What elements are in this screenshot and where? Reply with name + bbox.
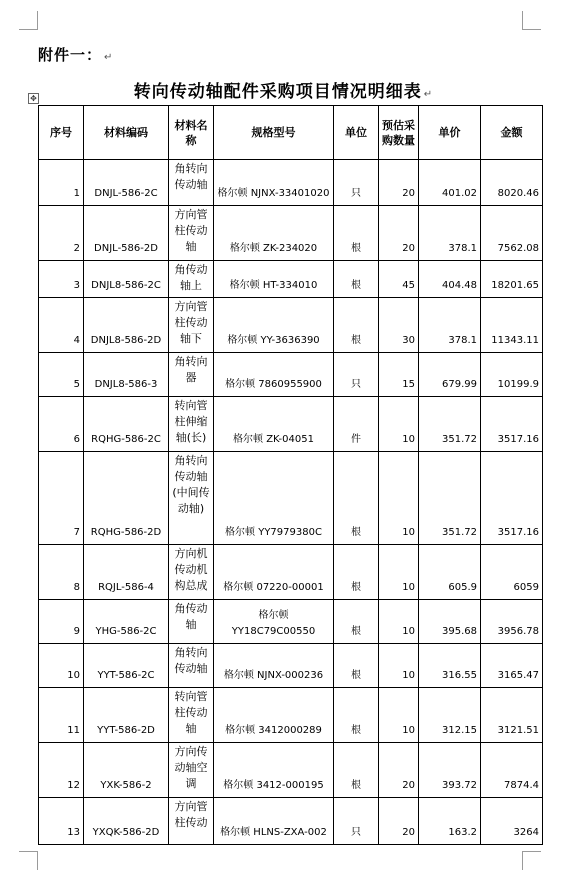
unit-cell[interactable]: 根: [334, 261, 379, 298]
unit-cell[interactable]: 只: [334, 798, 379, 845]
unit-cell[interactable]: 根: [334, 688, 379, 743]
material-name-cell[interactable]: 角转向器: [169, 353, 214, 397]
quantity-cell[interactable]: 10: [379, 397, 419, 452]
unit-cell[interactable]: 只: [334, 353, 379, 397]
header-code: 材料编码: [84, 106, 169, 160]
crop-mark-top-left: [19, 11, 38, 30]
spec-model-cell[interactable]: 格尔顿 YY-3636390: [214, 298, 334, 353]
material-name-cell[interactable]: 转向管柱传动轴: [169, 688, 214, 743]
material-name-cell[interactable]: 方向管柱传动: [169, 798, 214, 845]
spec-model-cell[interactable]: 格尔顿 07220-00001: [214, 545, 334, 600]
page-title: 转向传动轴配件采购项目情况明细表 ↵: [133, 82, 434, 102]
quantity-cell[interactable]: 10: [379, 644, 419, 688]
amount-cell[interactable]: 3121.51: [481, 688, 543, 743]
row-number-cell[interactable]: 3: [39, 261, 84, 298]
unit-cell[interactable]: 根: [334, 298, 379, 353]
spec-model-cell[interactable]: 格尔顿 7860955900: [214, 353, 334, 397]
unit-price-cell[interactable]: 316.55: [419, 644, 481, 688]
amount-cell[interactable]: 7562.08: [481, 206, 543, 261]
header-spec: 规格型号: [214, 106, 334, 160]
quantity-cell[interactable]: 45: [379, 261, 419, 298]
unit-cell[interactable]: 根: [334, 206, 379, 261]
unit-price-cell[interactable]: 401.02: [419, 160, 481, 206]
material-name-cell[interactable]: 角传动轴: [169, 600, 214, 644]
quantity-cell[interactable]: 20: [379, 743, 419, 798]
unit-cell[interactable]: 根: [334, 452, 379, 545]
row-number-cell[interactable]: 10: [39, 644, 84, 688]
material-name-cell[interactable]: 方向机传动机构总成: [169, 545, 214, 600]
table-header-row: [39, 106, 543, 160]
material-name-cell[interactable]: 方向传动轴空调: [169, 743, 214, 798]
unit-price-cell[interactable]: 163.2: [419, 798, 481, 845]
spec-model-cell[interactable]: 格尔顿 3412000289: [214, 688, 334, 743]
amount-cell[interactable]: 3165.47: [481, 644, 543, 688]
row-number-cell[interactable]: 1: [39, 160, 84, 206]
material-code-cell[interactable]: RQHG-586-2C: [84, 397, 169, 452]
header-no: 序号: [39, 106, 84, 160]
table-row: [39, 160, 543, 206]
spec-model-cell[interactable]: 格尔顿 3412-000195: [214, 743, 334, 798]
material-code-cell[interactable]: DNJL8-586-3: [84, 353, 169, 397]
amount-cell[interactable]: 11343.11: [481, 298, 543, 353]
unit-price-cell[interactable]: 312.15: [419, 688, 481, 743]
quantity-cell[interactable]: 10: [379, 452, 419, 545]
quantity-cell[interactable]: 20: [379, 798, 419, 845]
unit-price-cell[interactable]: 404.48: [419, 261, 481, 298]
unit-price-cell[interactable]: 378.1: [419, 298, 481, 353]
unit-cell[interactable]: 根: [334, 545, 379, 600]
amount-cell[interactable]: 10199.9: [481, 353, 543, 397]
table-row: [39, 261, 543, 298]
material-name-cell[interactable]: 方向管柱传动轴: [169, 206, 214, 261]
spec-model-cell[interactable]: 格尔顿 YY7979380C: [214, 452, 334, 545]
paragraph-mark-icon: ↵: [423, 89, 434, 100]
spec-model-cell[interactable]: 格尔顿 HLNS-ZXA-002: [214, 798, 334, 845]
table-move-handle-icon[interactable]: ✥: [28, 93, 39, 104]
row-number-cell[interactable]: 11: [39, 688, 84, 743]
material-code-cell[interactable]: DNJL-586-2D: [84, 206, 169, 261]
unit-price-cell[interactable]: 351.72: [419, 397, 481, 452]
row-number-cell[interactable]: 5: [39, 353, 84, 397]
row-number-cell[interactable]: 6: [39, 397, 84, 452]
material-code-cell[interactable]: YHG-586-2C: [84, 600, 169, 644]
unit-price-cell[interactable]: 395.68: [419, 600, 481, 644]
material-code-cell[interactable]: YYT-586-2C: [84, 644, 169, 688]
material-code-cell[interactable]: YXQK-586-2D: [84, 798, 169, 845]
header-unit: 单位: [334, 106, 379, 160]
attachment-label: 附件一： ↵: [38, 46, 114, 64]
quantity-cell[interactable]: 10: [379, 600, 419, 644]
material-name-cell[interactable]: 角转向传动轴: [169, 644, 214, 688]
table-row: [39, 644, 543, 688]
unit-price-cell[interactable]: 605.9: [419, 545, 481, 600]
material-code-cell[interactable]: YXK-586-2: [84, 743, 169, 798]
header-name: 材料名称: [169, 106, 214, 160]
amount-cell[interactable]: 3517.16: [481, 397, 543, 452]
material-code-cell[interactable]: RQJL-586-4: [84, 545, 169, 600]
table-row: [39, 206, 543, 261]
unit-price-cell[interactable]: 393.72: [419, 743, 481, 798]
unit-price-cell[interactable]: 378.1: [419, 206, 481, 261]
spec-model-cell[interactable]: 格尔顿 ZK-234020: [214, 206, 334, 261]
row-number-cell[interactable]: 13: [39, 798, 84, 845]
row-number-cell[interactable]: 2: [39, 206, 84, 261]
table-row: [39, 798, 543, 845]
row-number-cell[interactable]: 4: [39, 298, 84, 353]
material-name-cell[interactable]: 角转向传动轴: [169, 160, 214, 206]
unit-price-cell[interactable]: 351.72: [419, 452, 481, 545]
quantity-cell[interactable]: 10: [379, 688, 419, 743]
unit-cell[interactable]: 根: [334, 600, 379, 644]
amount-cell[interactable]: 6059: [481, 545, 543, 600]
amount-cell[interactable]: 3264: [481, 798, 543, 845]
table-row: [39, 298, 543, 353]
material-name-cell[interactable]: 方向管柱传动轴下: [169, 298, 214, 353]
table-row: [39, 545, 543, 600]
table-row: [39, 397, 543, 452]
table-row: [39, 353, 543, 397]
crop-mark-bottom-left: [19, 851, 38, 870]
unit-cell[interactable]: 根: [334, 743, 379, 798]
header-price: 单价: [419, 106, 481, 160]
material-name-cell[interactable]: 转向管柱伸缩轴(长): [169, 397, 214, 452]
material-code-cell[interactable]: RQHG-586-2D: [84, 452, 169, 545]
row-number-cell[interactable]: 9: [39, 600, 84, 644]
crop-mark-top-right: [522, 11, 541, 30]
amount-cell[interactable]: 3956.78: [481, 600, 543, 644]
header-amount: 金额: [481, 106, 543, 160]
table-row: [39, 600, 543, 644]
quantity-cell[interactable]: 10: [379, 545, 419, 600]
amount-cell[interactable]: 3517.16: [481, 452, 543, 545]
spec-model-cell[interactable]: 格尔顿 NJNX-33401020: [214, 160, 334, 206]
material-code-cell[interactable]: YYT-586-2D: [84, 688, 169, 743]
unit-cell[interactable]: 只: [334, 160, 379, 206]
row-number-cell[interactable]: 12: [39, 743, 84, 798]
quantity-cell[interactable]: 15: [379, 353, 419, 397]
spec-model-cell[interactable]: 格尔顿 YY18C79C00550: [214, 600, 334, 644]
table-row: [39, 743, 543, 798]
quantity-cell[interactable]: 30: [379, 298, 419, 353]
table-row: [39, 688, 543, 743]
unit-cell[interactable]: 根: [334, 644, 379, 688]
crop-mark-bottom-right: [522, 851, 541, 870]
amount-cell[interactable]: 7874.4: [481, 743, 543, 798]
table-row: [39, 452, 543, 545]
material-name-cell[interactable]: 角传动轴上: [169, 261, 214, 298]
spec-model-cell[interactable]: 格尔顿 ZK-04051: [214, 397, 334, 452]
procurement-table: [38, 105, 543, 845]
material-code-cell[interactable]: DNJL-586-2C: [84, 160, 169, 206]
row-number-cell[interactable]: 8: [39, 545, 84, 600]
header-qty: 预估采购数量: [379, 106, 419, 160]
amount-cell[interactable]: 18201.65: [481, 261, 543, 298]
unit-cell[interactable]: 件: [334, 397, 379, 452]
paragraph-mark-icon: ↵: [104, 52, 114, 63]
spec-model-cell[interactable]: 格尔顿 HT-334010: [214, 261, 334, 298]
row-number-cell[interactable]: 7: [39, 452, 84, 545]
quantity-cell[interactable]: 20: [379, 160, 419, 206]
material-code-cell[interactable]: DNJL8-586-2D: [84, 298, 169, 353]
material-name-cell[interactable]: 角转向传动轴(中间传动轴): [169, 452, 214, 545]
quantity-cell[interactable]: 20: [379, 206, 419, 261]
unit-price-cell[interactable]: 679.99: [419, 353, 481, 397]
amount-cell[interactable]: 8020.46: [481, 160, 543, 206]
spec-model-cell[interactable]: 格尔顿 NJNX-000236: [214, 644, 334, 688]
material-code-cell[interactable]: DNJL8-586-2C: [84, 261, 169, 298]
